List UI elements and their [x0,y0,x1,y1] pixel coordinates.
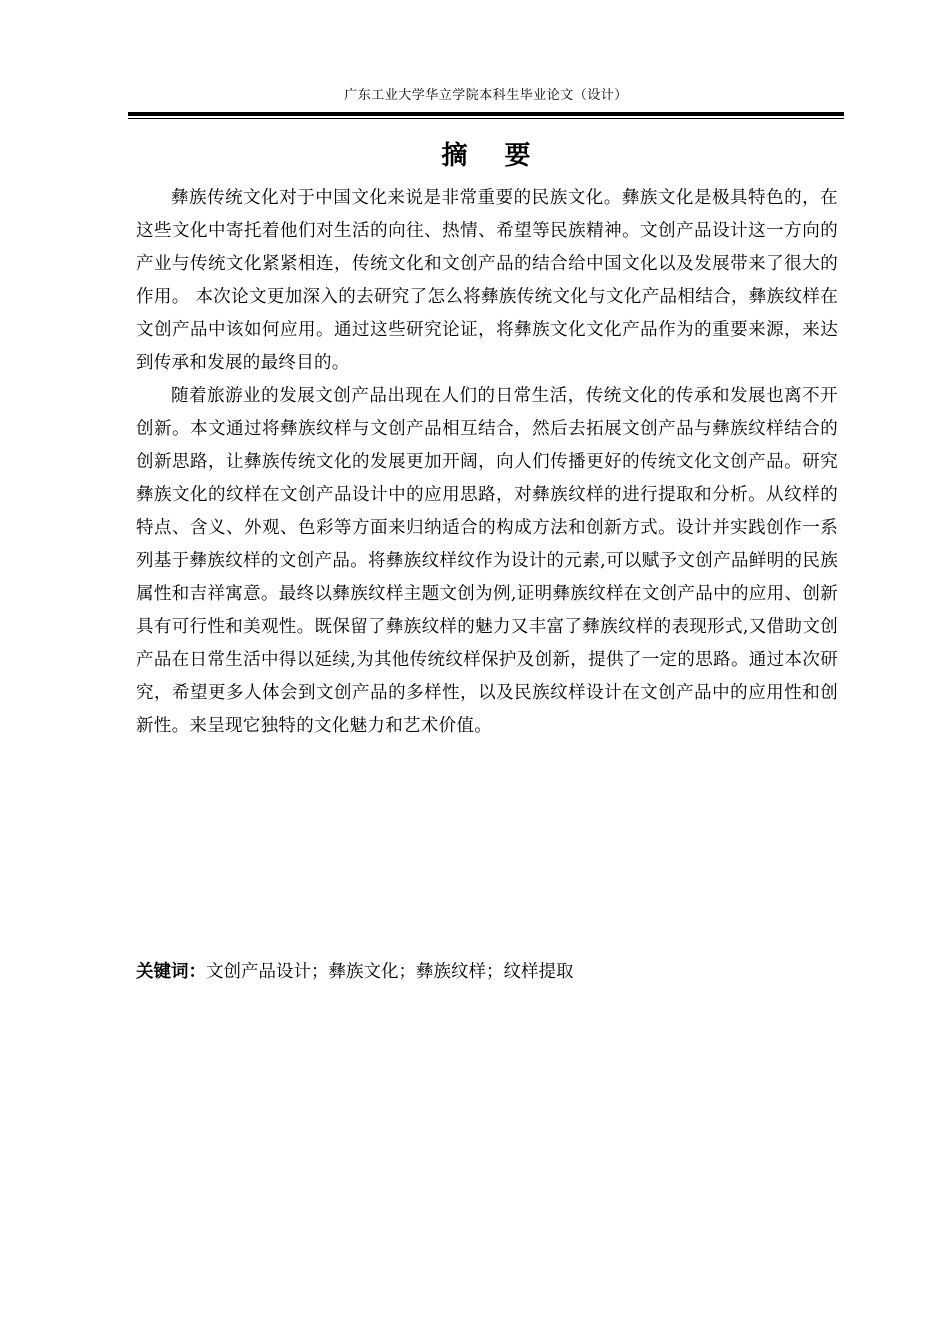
abstract-body [136,182,838,743]
abstract-paragraph-1: 彝族传统文化对于中国文化来说是非常重要的民族文化。彝族文化是极具特色的，在这些文化中寄托着他们对生活的向往、热情、希望等民族精神。文创产品设计这一方向的产业与传统文化紧紧相连，传统文化和文创产品的结合给中国文化以及发展带来了很大的作用。 本次论文更加深入的去研究了怎么将彝族传统文化与文化产品相结合，彝族纹样在文创产品中该如何应用。通过这些研究论证，将彝族文化文化产品作为的重要来源，来达到传承和发展的最终目的。 [136,188,838,373]
abstract-title: 摘 要 [441,141,545,171]
keywords-line [136,957,838,987]
header-rule-thin [128,118,844,119]
header-rule-thick [128,112,844,116]
keywords-label: 关键词： [136,962,206,982]
abstract-paragraph-2: 随着旅游业的发展文创产品出现在人们的日常生活，传统文化的传承和发展也离不开创新。本文通过将彝族纹样与文创产品相互结合，然后去拓展文创产品与彝族纹样结合的创新思路，让彝族传统文化的发展更加开阔，向人们传播更好的传统文化文创产品。研究彝族文化的纹样在文创产品设计中的应用思路，对彝族纹样的进行提取和分析。从纹样的特点、含义、外观、色彩等方面来归纳适合的构成方法和创新方式。设计并实践创作一系列基于彝族纹样的文创产品。将彝族纹样纹作为设计的元素,可以赋予文创产品鲜明的民族属性和吉祥寓意。最终以彝族纹样主题文创为例,证明彝族纹样在文创产品中的应用、创新具有可行性和美观性。既保留了彝族纹样的魅力又丰富了彝族纹样的表现形式,又借助文创产品在日常生活中得以延续,为其他传统纹样保护及创新，提供了一定的思路。通过本次研究，希望更多人体会到文创产品的多样性，以及民族纹样设计在文创产品中的应用性和创新性。来呈现它独特的文化魅力和艺术价值。 [136,386,838,736]
running-header: 广东工业大学华立学院本科生毕业论文（设计） [344,88,628,103]
keywords-text: 文创产品设计；彝族文化；彝族纹样；纹样提取 [206,962,574,982]
